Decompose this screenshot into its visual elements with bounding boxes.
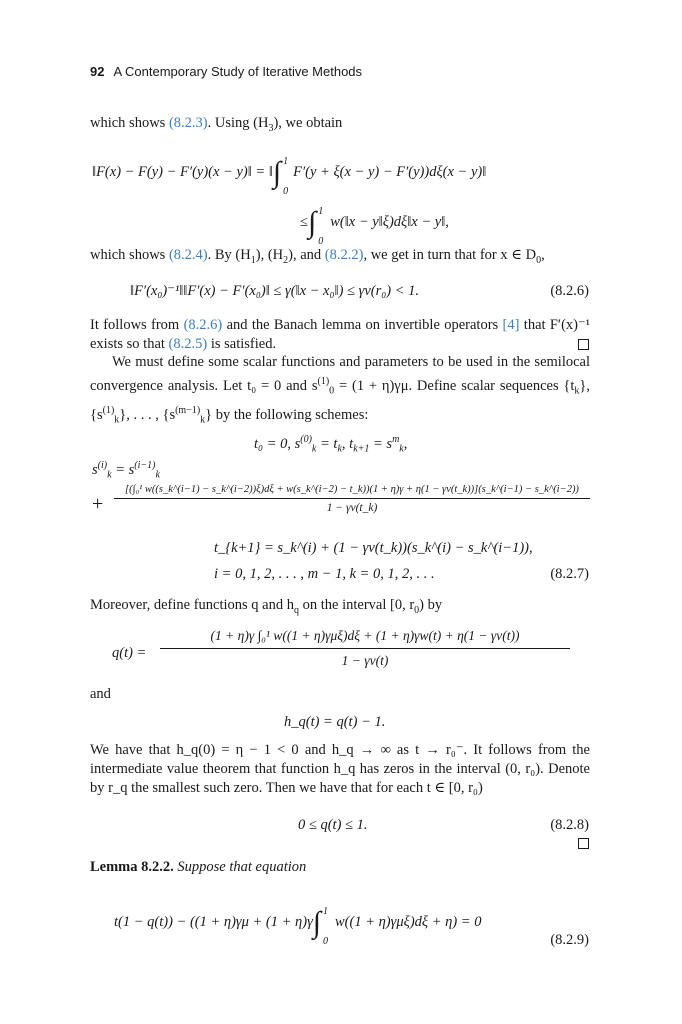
scheme-line-4: i = 0, 1, 2, . . . , m − 1, k = 0, 1, 2, . . . xyxy=(214,566,435,582)
equation-8-2-9: t(1 − q(t)) − ((1 + η)γμ + (1 + η)γ∫ 1 0 w((1 + η)γμξ)dξ + η) = 0 xyxy=(114,906,482,947)
equation-label-8-2-6: (8.2.6) xyxy=(550,283,589,299)
equation-8-2-8: 0 ≤ q(t) ≤ 1. xyxy=(298,817,368,833)
equation-norm-line2: ≤∫ 1 0 w(‖x − y‖ξ)dξ‖x − y‖, xyxy=(300,206,449,247)
equation-h-q: h_q(t) = q(t) − 1. xyxy=(284,714,386,730)
scheme-line-1: t₀ = 0, $s^{(0)}_k = t_k$, $t_{k+1} = s^m_k$, xyxy=(254,434,408,455)
scheme-line-2: $s^{(i)}_k = s^{(i-1)}_k$ xyxy=(92,460,160,481)
equation-norm-line1: ‖F(x) − F(y) − F′(y)(x − y)‖ = ‖∫ 1 0 F′(y + ξ(x − y) − F′(y))dξ(x − y)‖ xyxy=(92,156,487,197)
and-word: and xyxy=(90,686,111,702)
equation-q-denominator: 1 − γv(t) xyxy=(341,653,389,668)
equation-label-8-2-8: (8.2.8) xyxy=(550,817,589,833)
lemma-8-2-2 xyxy=(90,858,590,877)
equation-q-fraction xyxy=(160,628,570,669)
citation-link[interactable]: [4] xyxy=(502,317,520,333)
running-header xyxy=(90,64,362,79)
running-title: A Contemporary Study of Iterative Methods xyxy=(113,64,363,79)
qed-square xyxy=(578,339,589,350)
paragraph-1: which shows (8.2.3). Using $(H_3)$, we obtain xyxy=(90,115,343,134)
paragraph-3: It follows from (8.2.6) and the Banach lemma on invertible operators [4] that F′(x)⁻¹ exists so that (8.2.5) is satisfied. xyxy=(90,317,591,352)
paragraph-6: We have that h_q(0) = η − 1 < 0 and h_q → ∞ as t → r₀⁻. It follows from the intermediate value theorem that function h_q has zeros in the interval (0, r₀). Denote by r_q the smallest such zero. Then we have that for each t ∈ [0, r₀) xyxy=(90,742,590,796)
scheme-fraction xyxy=(114,484,590,514)
lemma-text: Suppose that equation xyxy=(177,859,307,875)
equation-label-8-2-9: (8.2.9) xyxy=(550,932,589,948)
qed-square xyxy=(578,838,589,849)
integral-sign: ∫ xyxy=(307,206,317,239)
equation-ref-link[interactable]: (8.2.6) xyxy=(183,317,223,333)
equation-8-2-6: ‖F′(x₀)⁻¹‖‖F′(x) − F′(x₀)‖ ≤ γ(‖x − x₀‖) ≤ γv(r₀) < 1. xyxy=(130,283,420,299)
equation-q-numerator: (1 + η)γ ∫₀¹ w((1 + η)γμξ)dξ + (1 + η)γw(t) + η(1 − γv(t)) xyxy=(160,628,570,649)
paragraph-5: Moreover, define functions q and $h_q$ on the interval [0, $r_0$) by xyxy=(90,597,443,616)
equation-ref-link[interactable]: (8.2.4) xyxy=(168,247,208,263)
equation-q-lhs: q(t) = xyxy=(112,645,147,661)
equation-ref-link[interactable]: (8.2.3) xyxy=(168,115,208,131)
integral-sign: ∫ xyxy=(312,906,321,939)
integral-sign: ∫ xyxy=(272,156,282,189)
equation-ref-link[interactable]: (8.2.5) xyxy=(168,336,208,352)
scheme-fraction-denominator: 1 − γv(t_k) xyxy=(326,502,378,514)
scheme-plus-sign: + xyxy=(92,493,104,515)
scheme-fraction-numerator: [(∫₀¹ w((s_k^(i−1) − s_k^(i−2))ξ)dξ + w(s_k^(i−2) − t_k))(1 + η)γ + η(1 − γv(t_k))](s_k^(i−1) − s_k^(i−2)) xyxy=(114,484,590,499)
lemma-title: Lemma 8.2.2. xyxy=(90,859,174,875)
paragraph-4: We must define some scalar functions and parameters to be used in the semilocal convergence analysis. Let t₀ = 0 and $s^{(1)}_0 = (1 + \eta)\gamma\mu$. Define scalar sequences $\{t_k\}$, $\{s^{(1)}_k\}$, . . . , $\{s^{(m-1)}_k\}$ by the following schemes: xyxy=(90,354,591,426)
page-number: 92 xyxy=(90,64,105,79)
equation-label-8-2-7: (8.2.7) xyxy=(550,566,589,582)
equation-ref-link[interactable]: (8.2.2) xyxy=(324,247,364,263)
paragraph-2: which shows (8.2.4). By $(H_1)$, $(H_2)$, and (8.2.2), we get in turn that for x ∈ $D_0$, xyxy=(90,247,545,266)
scheme-line-3: t_{k+1} = s_k^(i) + (1 − γv(t_k))(s_k^(i) − s_k^(i−1)), xyxy=(214,540,533,556)
